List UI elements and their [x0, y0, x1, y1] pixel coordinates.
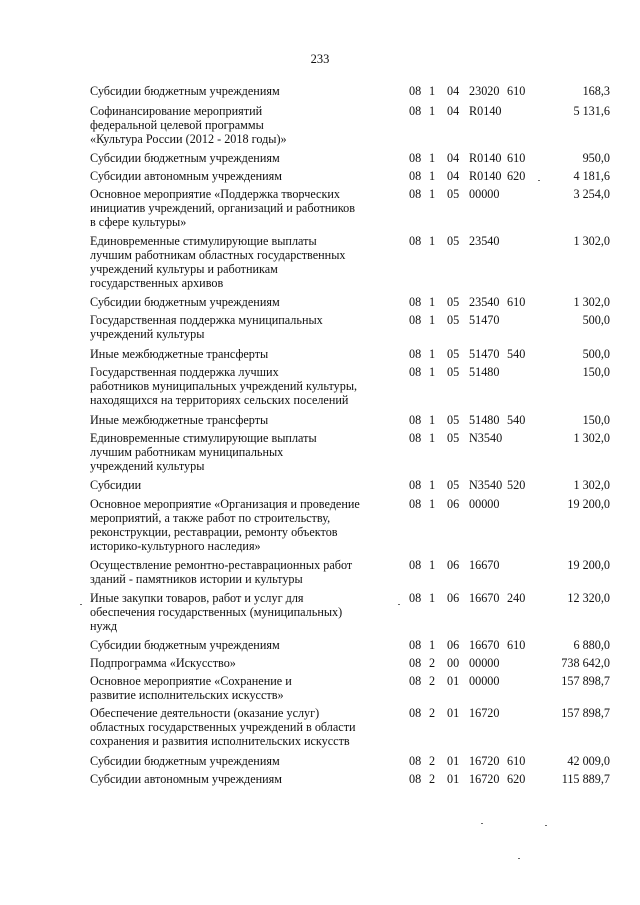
expense-type: 620: [507, 772, 526, 786]
table-row: [90, 187, 610, 229]
row-amount: 5 131,6: [573, 104, 610, 118]
code-direction: 16670: [469, 558, 500, 572]
code-activity: 05: [447, 478, 460, 492]
row-description: Субсидии бюджетным учреждениям: [90, 295, 280, 309]
code-section: 08: [409, 478, 422, 492]
code-activity: 05: [447, 187, 460, 201]
code-direction: N3540: [469, 478, 503, 492]
code-program: 1: [429, 169, 436, 183]
row-amount: 1 302,0: [573, 234, 610, 248]
row-amount: 19 200,0: [567, 497, 610, 511]
code-activity: 01: [447, 706, 460, 720]
row-amount: 19 200,0: [567, 558, 610, 572]
code-direction: 16720: [469, 754, 500, 768]
code-activity: 01: [447, 674, 460, 688]
code-program: 2: [429, 754, 436, 768]
code-section: 08: [409, 365, 422, 379]
code-activity: 06: [447, 497, 460, 511]
page-number: 233: [310, 52, 330, 66]
row-code: [409, 187, 517, 201]
code-section: 08: [409, 431, 422, 445]
table-row: [90, 104, 610, 146]
code-direction: 23540: [469, 295, 500, 309]
row-amount: 150,0: [582, 413, 610, 427]
code-section: 08: [409, 558, 422, 572]
row-amount: 6 880,0: [573, 638, 610, 652]
row-code: [409, 347, 517, 361]
row-description: Государственная поддержка муниципальных учреждений культуры: [90, 313, 323, 341]
code-direction: R0140: [469, 151, 502, 165]
row-description: Основное мероприятие «Сохранение и развитие исполнительских искусств»: [90, 674, 292, 702]
row-description: Иные межбюджетные трансферты: [90, 413, 269, 427]
row-code: [409, 478, 517, 492]
row-amount: 1 302,0: [573, 478, 610, 492]
code-activity: 06: [447, 558, 460, 572]
code-activity: 04: [447, 169, 460, 183]
table-row: [90, 151, 610, 165]
code-program: 1: [429, 151, 436, 165]
scan-speck: [481, 823, 483, 824]
row-code: [409, 706, 517, 720]
scan-speck: [518, 858, 520, 859]
row-amount: 12 320,0: [567, 591, 610, 605]
row-description: Подпрограмма «Искусство»: [90, 656, 236, 670]
row-description: Осуществление ремонтно-реставрационных работ зданий - памятников истории и культуры: [90, 558, 353, 586]
code-direction: 00000: [469, 187, 500, 201]
table-row: [90, 413, 610, 427]
row-code: [409, 772, 517, 786]
row-code: [409, 591, 517, 605]
code-section: 08: [409, 497, 422, 511]
code-activity: 04: [447, 104, 460, 118]
table-row: [90, 169, 610, 183]
table-row: [90, 591, 610, 633]
code-program: 1: [429, 638, 436, 652]
code-activity: 05: [447, 295, 460, 309]
code-section: 08: [409, 151, 422, 165]
code-section: 08: [409, 104, 422, 118]
code-direction: 16720: [469, 772, 500, 786]
scan-speck: [80, 604, 82, 605]
code-program: 1: [429, 497, 436, 511]
table-row: [90, 295, 610, 309]
row-code: [409, 754, 517, 768]
row-code: [409, 558, 517, 572]
code-section: 08: [409, 674, 422, 688]
code-direction: 51470: [469, 313, 500, 327]
row-code: [409, 151, 517, 165]
row-description: Государственная поддержка лучших работников муниципальных учреждений культуры, находящихся на территориях сельских поселений: [90, 365, 358, 407]
row-code: [409, 234, 517, 248]
expense-type: 240: [507, 591, 526, 605]
code-activity: 01: [447, 754, 460, 768]
code-direction: R0140: [469, 169, 502, 183]
code-program: 1: [429, 234, 436, 248]
code-activity: 05: [447, 313, 460, 327]
expense-type: 540: [507, 413, 526, 427]
code-program: 1: [429, 313, 436, 327]
code-activity: 06: [447, 591, 460, 605]
code-section: 08: [409, 638, 422, 652]
code-program: 1: [429, 478, 436, 492]
row-amount: 157 898,7: [561, 674, 610, 688]
code-activity: 01: [447, 772, 460, 786]
row-amount: 150,0: [582, 365, 610, 379]
code-program: 1: [429, 347, 436, 361]
code-section: 08: [409, 413, 422, 427]
row-amount: 3 254,0: [573, 187, 610, 201]
table-row: [90, 431, 610, 473]
code-section: 08: [409, 313, 422, 327]
code-direction: 23020: [469, 84, 500, 98]
row-amount: 115 889,7: [561, 772, 610, 786]
code-direction: 00000: [469, 674, 500, 688]
scan-speck: [538, 180, 540, 181]
table-row: [90, 558, 610, 586]
row-code: [409, 313, 517, 327]
row-amount: 4 181,6: [573, 169, 610, 183]
row-description: Основное мероприятие «Организация и проведение мероприятий, а также работ по строительству, реконструкции, реставрации, ремонту объектов историко-культурного наследия»: [90, 497, 360, 553]
code-program: 1: [429, 591, 436, 605]
table-row: [90, 234, 610, 290]
code-section: 08: [409, 706, 422, 720]
row-amount: 1 302,0: [573, 295, 610, 309]
row-description: Субсидии бюджетным учреждениям: [90, 151, 280, 165]
row-description: Иные закупки товаров, работ и услуг для обеспечения государственных (муниципальных) нужд: [90, 591, 343, 633]
table-row: [90, 674, 610, 702]
row-description: Основное мероприятие «Поддержка творческих инициатив учреждений, организаций и работников в сфере культуры»: [90, 187, 355, 229]
row-code: [409, 497, 517, 511]
code-section: 08: [409, 772, 422, 786]
row-code: [409, 169, 517, 183]
code-program: 1: [429, 295, 436, 309]
code-activity: 00: [447, 656, 460, 670]
expense-type: 610: [507, 84, 526, 98]
code-activity: 05: [447, 234, 460, 248]
code-activity: 05: [447, 347, 460, 361]
code-activity: 04: [447, 84, 460, 98]
code-section: 08: [409, 591, 422, 605]
code-direction: N3540: [469, 431, 503, 445]
code-program: 2: [429, 706, 436, 720]
code-direction: R0140: [469, 104, 502, 118]
row-description: Субсидии автономным учреждениям: [90, 772, 282, 786]
table-row: [90, 478, 610, 492]
code-section: 08: [409, 754, 422, 768]
row-description: Софинансирование мероприятий федеральной целевой программы «Культура России (2012 - 2018 годы)»: [90, 104, 287, 146]
code-activity: 06: [447, 638, 460, 652]
table-row: [90, 656, 610, 670]
code-activity: 05: [447, 431, 460, 445]
table-row: [90, 772, 610, 786]
code-direction: 16670: [469, 638, 500, 652]
code-direction: 16670: [469, 591, 500, 605]
code-program: 2: [429, 656, 436, 670]
row-code: [409, 413, 517, 427]
row-code: [409, 656, 517, 670]
code-direction: 23540: [469, 234, 500, 248]
row-code: [409, 638, 517, 652]
row-description: Единовременные стимулирующие выплаты лучшим работникам муниципальных учреждений культуры: [90, 431, 317, 473]
expense-type: 610: [507, 754, 526, 768]
code-program: 1: [429, 365, 436, 379]
row-description: Иные межбюджетные трансферты: [90, 347, 269, 361]
row-code: [409, 365, 517, 379]
code-program: 1: [429, 104, 436, 118]
row-description: Субсидии автономным учреждениям: [90, 169, 282, 183]
expense-type: 610: [507, 295, 526, 309]
code-program: 1: [429, 187, 436, 201]
scan-speck: [545, 825, 547, 826]
code-section: 08: [409, 656, 422, 670]
expense-type: 610: [507, 638, 526, 652]
code-direction: 51480: [469, 413, 500, 427]
row-amount: 1 302,0: [573, 431, 610, 445]
expense-type: 620: [507, 169, 526, 183]
expense-type: 520: [507, 478, 526, 492]
code-direction: 00000: [469, 656, 500, 670]
code-program: 2: [429, 772, 436, 786]
code-section: 08: [409, 169, 422, 183]
row-description: Субсидии: [90, 478, 142, 492]
row-code: [409, 295, 517, 309]
row-code: [409, 104, 517, 118]
budget-table: [90, 84, 610, 791]
row-description: Субсидии бюджетным учреждениям: [90, 754, 280, 768]
table-row: [90, 706, 610, 748]
row-amount: 42 009,0: [567, 754, 610, 768]
scan-speck: [398, 604, 400, 605]
row-amount: 500,0: [582, 347, 610, 361]
code-program: 1: [429, 413, 436, 427]
code-activity: 05: [447, 413, 460, 427]
code-activity: 05: [447, 365, 460, 379]
expense-type: 610: [507, 151, 526, 165]
row-amount: 500,0: [582, 313, 610, 327]
table-row: [90, 754, 610, 768]
table-row: [90, 84, 610, 98]
row-amount: 738 642,0: [561, 656, 610, 670]
row-code: [409, 84, 517, 98]
table-row: [90, 365, 610, 407]
row-amount: 157 898,7: [561, 706, 610, 720]
row-description: Обеспечение деятельности (оказание услуг) областных государственных учреждений в области сохранения и развития исполнительских искусств: [90, 706, 356, 748]
code-program: 1: [429, 558, 436, 572]
row-description: Субсидии бюджетным учреждениям: [90, 638, 280, 652]
code-section: 08: [409, 84, 422, 98]
table-row: [90, 347, 610, 361]
code-direction: 51470: [469, 347, 500, 361]
table-row: [90, 638, 610, 652]
code-direction: 00000: [469, 497, 500, 511]
code-activity: 04: [447, 151, 460, 165]
table-row: [90, 313, 610, 341]
row-code: [409, 674, 517, 688]
row-amount: 168,3: [582, 84, 610, 98]
row-code: [409, 431, 517, 445]
code-program: 2: [429, 674, 436, 688]
code-program: 1: [429, 431, 436, 445]
code-section: 08: [409, 295, 422, 309]
row-description: Субсидии бюджетным учреждениям: [90, 84, 280, 98]
code-section: 08: [409, 187, 422, 201]
code-direction: 51480: [469, 365, 500, 379]
table-row: [90, 497, 610, 553]
code-program: 1: [429, 84, 436, 98]
row-description: Единовременные стимулирующие выплаты лучшим работникам областных государственных учреждений культуры и работникам государственных архивов: [90, 234, 346, 290]
row-amount: 950,0: [582, 151, 610, 165]
expense-type: 540: [507, 347, 526, 361]
code-section: 08: [409, 234, 422, 248]
code-direction: 16720: [469, 706, 500, 720]
code-section: 08: [409, 347, 422, 361]
